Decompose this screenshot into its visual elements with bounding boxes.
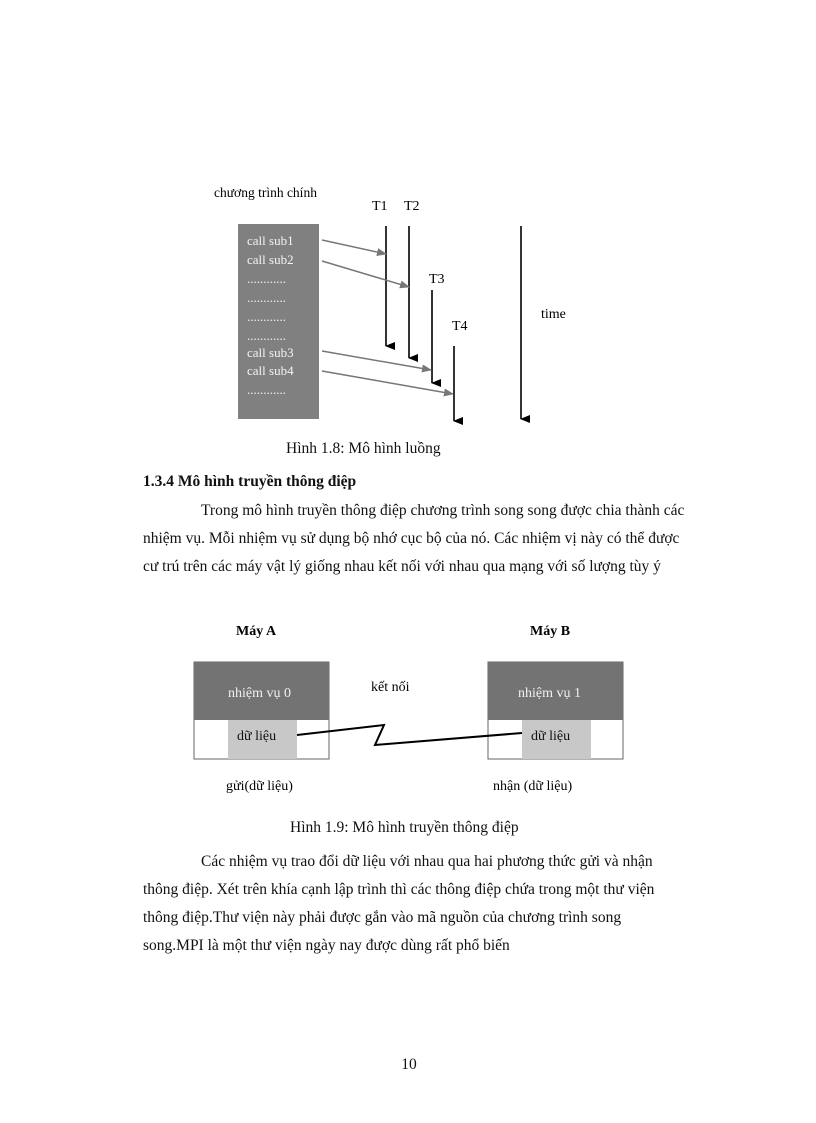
machine-a-label: Máy A: [236, 624, 277, 639]
task-b-label: nhiệm vụ 1: [518, 686, 581, 701]
program-line: ............: [247, 382, 286, 397]
program-line: call sub3: [247, 345, 294, 360]
send-label: gửi(dữ liệu): [226, 779, 293, 794]
message-passing-diagram: [0, 600, 816, 810]
figure-1-8-caption: Hình 1.8: Mô hình luồng: [286, 440, 441, 457]
call-arrow-sub4: [322, 371, 453, 394]
thread-label-t1: T1: [372, 199, 388, 214]
paragraph-line: thông điệp.Thư viện này phải được gắn vào mã nguồn của chương trình song: [143, 909, 622, 926]
paragraph-line: song.MPI là một thư viện ngày nay được dùng rất phổ biến: [143, 937, 510, 954]
program-line: ............: [247, 271, 286, 286]
thread-label-t2: T2: [404, 199, 420, 214]
task-a-label: nhiệm vụ 0: [228, 686, 291, 701]
time-label: time: [541, 307, 566, 322]
machine-a-box: [194, 662, 329, 759]
paragraph-line: Trong mô hình truyền thông điệp chương trình song song được chia thành các: [201, 502, 685, 519]
connection-label: kết nối: [371, 680, 410, 695]
program-line: ............: [247, 290, 286, 305]
call-arrow-sub3: [322, 351, 431, 370]
program-line: call sub1: [247, 233, 294, 248]
receive-label: nhận (dữ liệu): [493, 779, 573, 794]
data-b-label: dữ liệu: [531, 729, 571, 744]
thread-model-diagram: [0, 0, 816, 440]
call-arrow-sub2: [322, 261, 409, 287]
closing-paragraph: [143, 848, 712, 960]
program-line: ............: [247, 328, 286, 343]
paragraph-line: Các nhiệm vụ trao đổi dữ liệu với nhau qua hai phương thức gửi và nhận: [201, 853, 653, 870]
paragraph-line: thông điệp. Xét trên khía cạnh lập trình thì các thông điệp chứa trong một thư viện: [143, 881, 655, 898]
paragraph-line: nhiệm vụ. Mỗi nhiệm vụ sử dụng bộ nhớ cục bộ của nó. Các nhiệm vị này có thể được: [143, 530, 680, 547]
program-line: ............: [247, 309, 286, 324]
machine-b-label: Máy B: [530, 624, 571, 639]
paragraph-line: cư trú trên các máy vật lý giống nhau kết nối với nhau qua mạng với số lượng tùy ý: [143, 558, 661, 575]
program-line: call sub4: [247, 363, 294, 378]
data-a-label: dữ liệu: [237, 729, 277, 744]
call-arrow-sub1: [322, 240, 386, 254]
section-heading: 1.3.4 Mô hình truyền thông điệp: [143, 473, 357, 490]
figure-1-9-caption: Hình 1.9: Mô hình truyền thông điệp: [290, 819, 519, 836]
section-paragraph: [143, 497, 712, 581]
machine-b-box: [488, 662, 623, 759]
program-line: call sub2: [247, 252, 294, 267]
page-number: 10: [401, 1056, 417, 1073]
thread-label-t3: T3: [429, 272, 445, 287]
main-program-label: chương trình chính: [214, 185, 317, 200]
thread-label-t4: T4: [452, 319, 468, 334]
